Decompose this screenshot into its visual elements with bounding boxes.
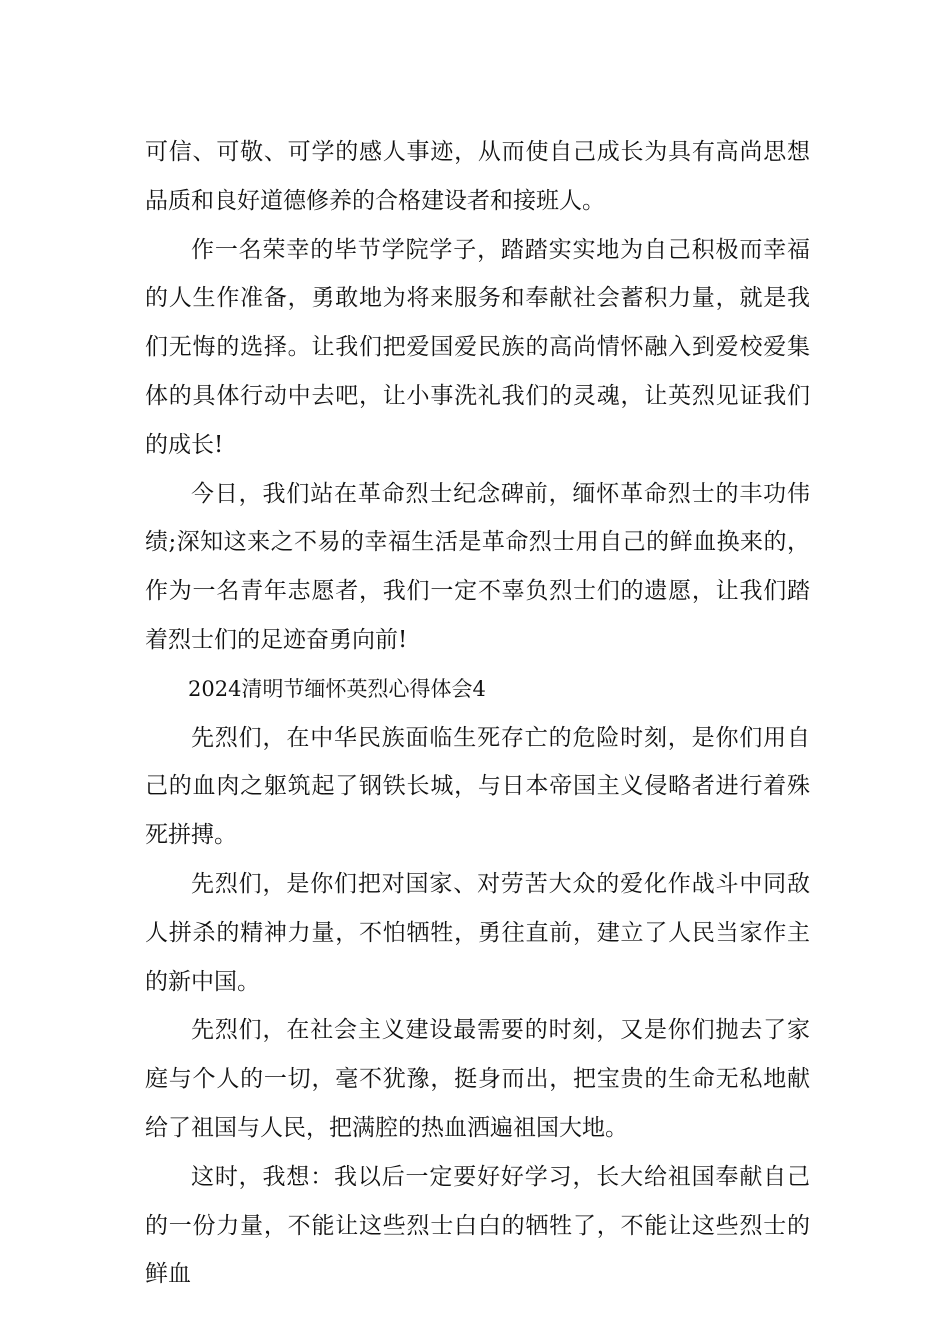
paragraph-continued: 可信、可敬、可学的感人事迹，从而使自己成长为具有高尚思想品质和良好道德修养的合格建设者和接班人。 bbox=[145, 139, 810, 214]
paragraph-martyrs-construction: 先烈们，在社会主义建设最需要的时刻，又是你们抛去了家庭与个人的一切，毫不犹豫，挺身而出，把宝贵的生命无私地献给了祖国与人民，把满腔的热血洒遍祖国大地。 bbox=[145, 1017, 810, 1141]
document-body bbox=[145, 128, 810, 1299]
paragraph-monument: 今日，我们站在革命烈士纪念碑前，缅怀革命烈士的丰功伟绩;深知这来之不易的幸福生活是革命烈士用自己的鲜血换来的，作为一名青年志愿者，我们一定不辜负烈士们的遗愿，让我们踏着烈士们的足迹奋勇向前! bbox=[145, 480, 810, 653]
paragraph-martyrs-war: 先烈们，在中华民族面临生死存亡的危险时刻，是你们用自己的血肉之躯筑起了钢铁长城，与日本帝国主义侵略者进行着殊死拼搏。 bbox=[145, 724, 810, 849]
paragraph-student-choice: 作一名荣幸的毕节学院学子，踏踏实实地为自己积极而幸福的人生作准备，勇敢地为将来服务和奉献社会蓄积力量，就是我们无悔的选择。让我们把爱国爱民族的高尚情怀融入到爱校爱集体的具体行动中去吧，让小事洗礼我们的灵魂，让英烈见证我们的成长! bbox=[145, 236, 810, 458]
paragraph-my-resolve: 这时，我想：我以后一定要好好学习，长大给祖国奉献自己的一份力量，不能让这些烈士白白的牺牲了，不能让这些烈士的鲜血 bbox=[145, 1163, 810, 1288]
section-heading: 2024清明节缅怀英烈心得体会4 bbox=[188, 676, 486, 701]
paragraph-martyrs-new-china: 先烈们，是你们把对国家、对劳苦大众的爱化作战斗中同敌人拼杀的精神力量，不怕牺牲，勇往直前，建立了人民当家作主的新中国。 bbox=[145, 870, 810, 995]
